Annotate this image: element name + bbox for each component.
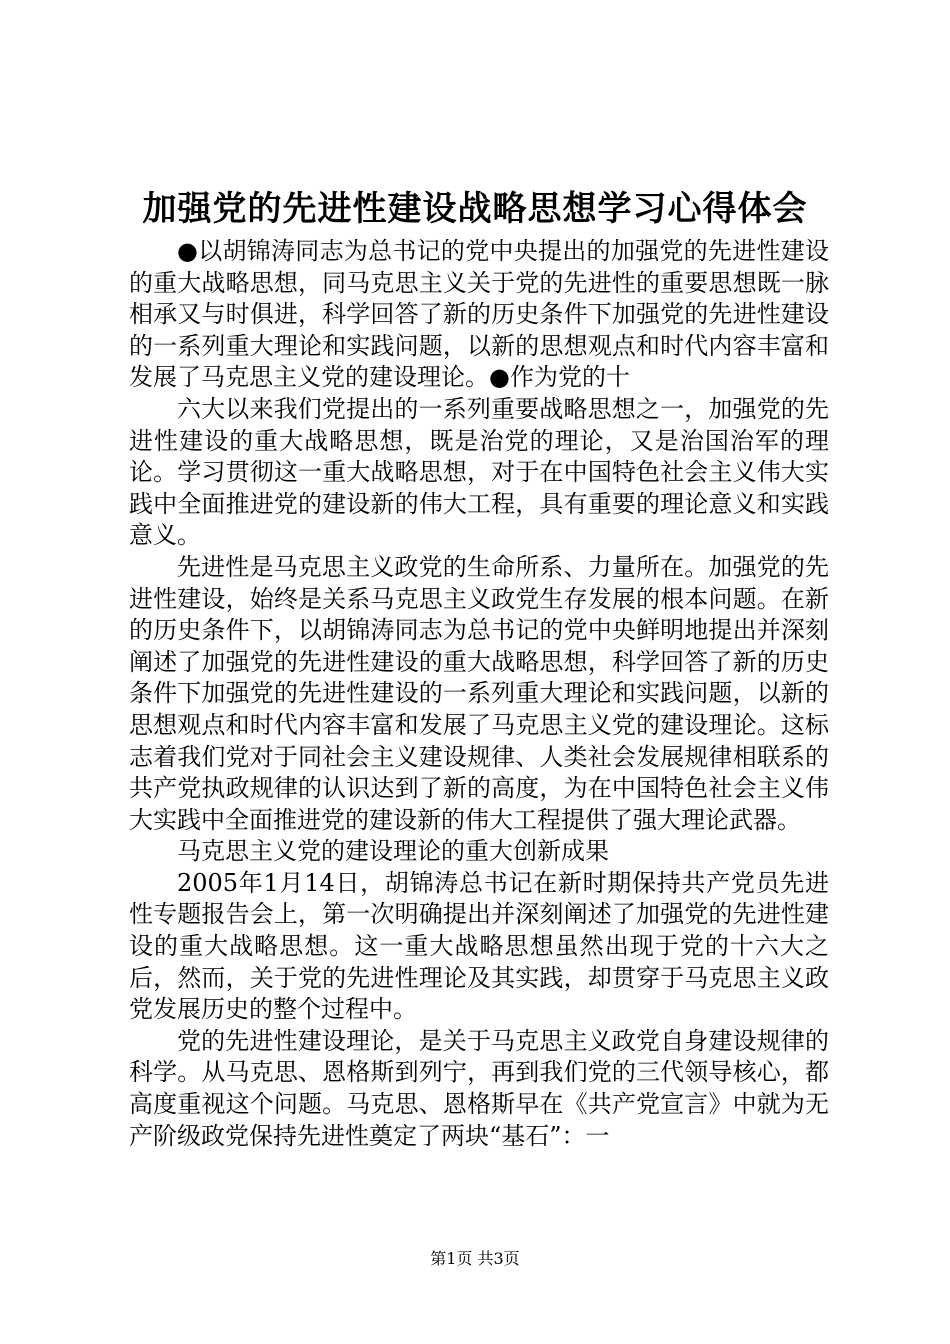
paragraph-2: 六大以来我们党提出的一系列重要战略思想之一，加强党的先进性建设的重大战略思想，既是治党的理论，又是治国治军的理论。学习贯彻这一重大战略思想，对于在中国特色社会主义伟大实践中全面推进党的建设新的伟大工程，具有重要的理论意义和实践意义。	[129, 394, 829, 550]
paragraph-4: 2005年1月14日，胡锦涛总书记在新时期保持共产党员先进性专题报告会上，第一次明确提出并深刻阐述了加强党的先进性建设的重大战略思想。这一重大战略思想虽然出现于党的十六大之后，然而，关于党的先进性理论及其实践，却贯穿于马克思主义政党发展历史的整个过程中。	[129, 868, 829, 1024]
paragraph-1: ●以胡锦涛同志为总书记的党中央提出的加强党的先进性建设的重大战略思想，同马克思主义关于党的先进性的重要思想既一脉相承又与时俱进，科学回答了新的历史条件下加强党的先进性建设的一系列重大理论和实践问题，以新的思想观点和时代内容丰富和发展了马克思主义党的建设理论。●作为党的十	[129, 237, 829, 392]
paragraph-3: 先进性是马克思主义政党的生命所系、力量所在。加强党的先进性建设，始终是关系马克思主义政党生存发展的根本问题。在新的历史条件下，以胡锦涛同志为总书记的党中央鲜明地提出并深刻阐述了加强党的先进性建设的重大战略思想，科学回答了新的历史条件下加强党的先进性建设的一系列重大理论和实践问题，以新的思想观点和时代内容丰富和发展了马克思主义党的建设理论。这标志着我们党对于同社会主义建设规律、人类社会发展规律相联系的共产党执政规律的认识达到了新的高度，为在中国特色社会主义伟大实践中全面推进党的建设新的伟大工程提供了强大理论武器。	[129, 552, 829, 834]
document-title: 加强党的先进性建设战略思想学习心得体会	[142, 189, 808, 229]
document-body	[129, 236, 829, 1152]
paragraph-5: 党的先进性建设理论，是关于马克思主义政党自身建设规律的科学。从马克思、恩格斯到列宁，再到我们党的三代领导核心，都高度重视这个问题。马克思、恩格斯早在《共产党宣言》中就为无产阶级政党保持先进性奠定了两块“基石”：一	[129, 1026, 829, 1150]
section-heading: 马克思主义党的建设理论的重大创新成果	[177, 837, 609, 866]
page-number-footer: 第1页 共3页	[430, 1249, 520, 1268]
